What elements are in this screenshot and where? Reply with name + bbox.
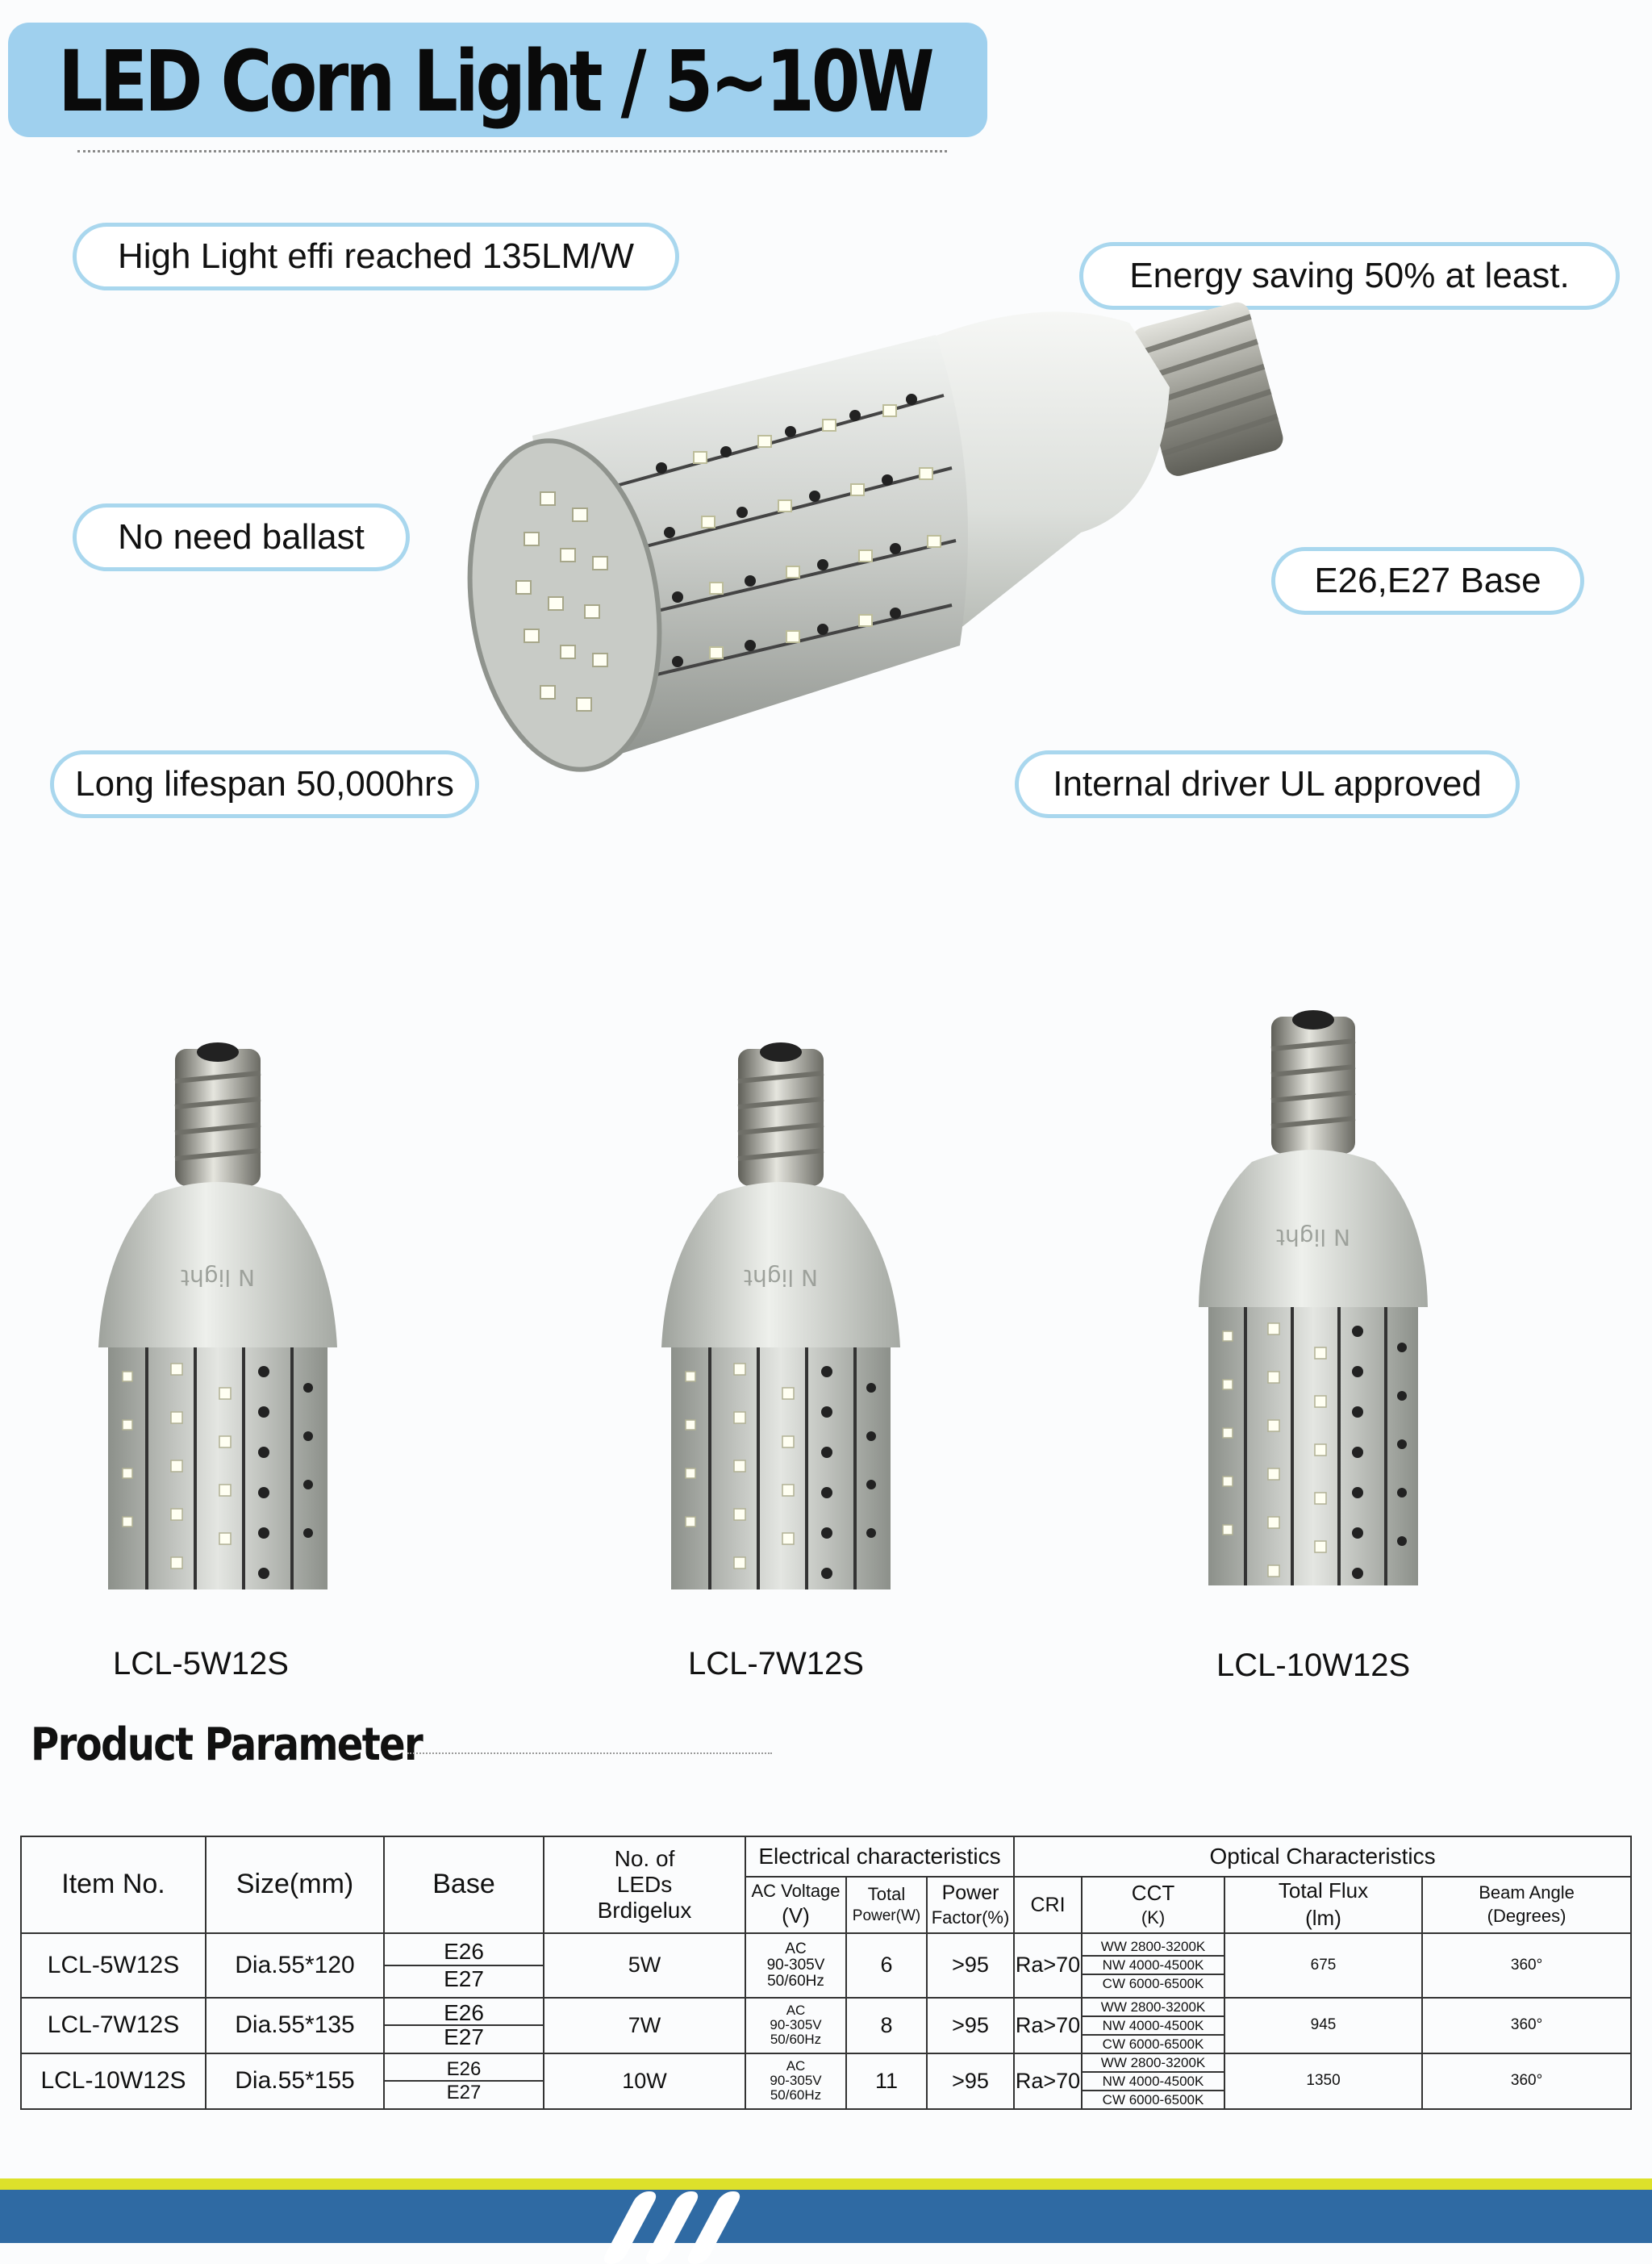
model-label-7w: LCL-7W12S: [688, 1646, 864, 1681]
section-title: Product Parameter: [31, 1719, 423, 1771]
cell-cct-cw: CW 6000-6500K: [1102, 2036, 1204, 2052]
cell-cri: Ra>70: [1014, 1933, 1082, 1998]
cell-ac-line3: 50/60Hz: [767, 1972, 824, 1990]
cell-base-e27: E27: [444, 2024, 484, 2050]
cell-ac-line3: 50/60Hz: [770, 2032, 822, 2048]
cell-cct-nw: NW 4000-4500K: [1083, 1957, 1224, 1975]
cell-ac-voltage: [745, 2053, 846, 2109]
cell-size: Dia.55*135: [206, 1998, 384, 2053]
cell-ac-line1: AC: [785, 1940, 807, 1957]
header-size: Size(mm): [206, 1836, 384, 1933]
footer-bar: [0, 2190, 1652, 2243]
cell-beam-angle: 360°: [1422, 2053, 1631, 2109]
cell-leds: 5W: [544, 1933, 745, 1998]
header-leds-line1: No. of: [614, 1845, 675, 1871]
cell-size: Dia.55*120: [206, 1933, 384, 1998]
table-row: [21, 2053, 1631, 2109]
svg-text:N light: N light: [1276, 1224, 1350, 1251]
cell-ac-line2: 90-305V: [766, 1956, 825, 1974]
header-pf-line1: Power: [941, 1882, 999, 1905]
cell-base-e27: E27: [446, 2082, 482, 2104]
cell-leds: 10W: [544, 2053, 745, 2109]
cell-ac-line3: 50/60Hz: [770, 2087, 822, 2103]
header-cri: CRI: [1014, 1877, 1082, 1933]
cell-item-no: LCL-5W12S: [21, 1933, 206, 1998]
cell-total-power: 11: [846, 2053, 927, 2109]
header-leds: [544, 1836, 745, 1933]
cell-item-no: LCL-10W12S: [21, 2053, 206, 2109]
header-ac-line1: AC Voltage: [751, 1880, 841, 1901]
cell-cct-ww: WW 2800-3200K: [1083, 1999, 1224, 2017]
feature-base: E26,E27 Base: [1271, 547, 1584, 615]
header-cct-line2: (K): [1141, 1907, 1166, 1928]
header-pf-line2: Factor(%): [931, 1907, 1010, 1928]
feature-driver: Internal driver UL approved: [1015, 750, 1520, 818]
header-leds-line3: Brdigelux: [597, 1897, 692, 1923]
cell-cct-nw: NW 4000-4500K: [1083, 2017, 1224, 2036]
header-leds-line2: LEDs: [616, 1871, 673, 1897]
cell-cri: Ra>70: [1014, 2053, 1082, 2109]
header-optical: Optical Characteristics: [1014, 1836, 1631, 1877]
cell-total-power: 8: [846, 1998, 927, 2053]
header-base: Base: [384, 1836, 544, 1933]
header-cct: [1082, 1877, 1224, 1933]
header-total-flux: [1224, 1877, 1422, 1933]
cell-total-flux: 945: [1224, 1998, 1422, 2053]
cell-ac-voltage: [745, 1933, 846, 1998]
cell-cct: [1082, 1998, 1224, 2053]
cell-ac-line1: AC: [786, 2003, 806, 2019]
cell-base: [384, 1933, 544, 1998]
header-beam-line1: Beam Angle: [1479, 1882, 1575, 1903]
header-ac-voltage: [745, 1877, 846, 1933]
cell-ac-line2: 90-305V: [770, 2017, 822, 2033]
svg-text:N light: N light: [181, 1264, 255, 1291]
header-flux-line1: Total Flux: [1278, 1878, 1369, 1903]
cell-leds: 7W: [544, 1998, 745, 2053]
hero-corn-light-image: [419, 266, 1291, 799]
product-image-10w: [1192, 1009, 1434, 1606]
cell-cct-nw: NW 4000-4500K: [1083, 2073, 1224, 2091]
cell-beam-angle: 360°: [1422, 1933, 1631, 1998]
header-ac-line2: (V): [782, 1903, 810, 1928]
cell-base-e26: E26: [385, 2002, 543, 2026]
feature-ballast: No need ballast: [73, 503, 410, 571]
cell-base-e27: E27: [444, 1965, 484, 1991]
cell-cct: [1082, 1933, 1224, 1998]
parameter-table: [20, 1836, 1632, 2110]
cell-power-factor: >95: [927, 2053, 1014, 2109]
cell-ac-voltage: [745, 1998, 846, 2053]
cell-total-flux: 675: [1224, 1933, 1422, 1998]
cell-ac-line1: AC: [786, 2058, 806, 2074]
table-row: [21, 1933, 1631, 1998]
product-image-5w: [90, 1041, 345, 1606]
cell-cct: [1082, 2053, 1224, 2109]
cell-base-e26: E26: [385, 1939, 543, 1966]
cell-ac-line2: 90-305V: [770, 2073, 822, 2089]
cell-total-power: 6: [846, 1933, 927, 1998]
header-power-line2: Power(W): [852, 1907, 921, 1924]
cell-item-no: LCL-7W12S: [21, 1998, 206, 2053]
cell-cct-ww: WW 2800-3200K: [1083, 2054, 1224, 2073]
model-label-5w: LCL-5W12S: [113, 1646, 289, 1681]
header-cct-line1: CCT: [1131, 1880, 1175, 1905]
table-row: [21, 1998, 1631, 2053]
feature-lifespan: Long lifespan 50,000hrs: [50, 750, 479, 818]
header-electrical: Electrical characteristics: [745, 1836, 1014, 1877]
svg-text:N light: N light: [744, 1264, 818, 1291]
cell-beam-angle: 360°: [1422, 1998, 1631, 2053]
cell-cri: Ra>70: [1014, 1998, 1082, 2053]
cell-power-factor: >95: [927, 1933, 1014, 1998]
header-total-power: [846, 1877, 927, 1933]
cell-base-e26: E26: [385, 2058, 543, 2082]
header-power-factor: [927, 1877, 1014, 1933]
cell-size: Dia.55*155: [206, 2053, 384, 2109]
title-divider: [77, 150, 947, 152]
cell-cct-ww: WW 2800-3200K: [1083, 1938, 1224, 1957]
cell-power-factor: >95: [927, 1998, 1014, 2053]
cell-cct-cw: CW 6000-6500K: [1102, 1976, 1204, 1992]
model-label-10w: LCL-10W12S: [1216, 1648, 1411, 1683]
header-flux-line2: (lm): [1305, 1905, 1341, 1930]
footer-accent-bar: [0, 2178, 1652, 2190]
section-divider: [407, 1752, 772, 1754]
page-title: LED Corn Light / 5~10W: [58, 32, 932, 131]
cell-base: [384, 1998, 544, 2053]
header-item-no: Item No.: [21, 1836, 206, 1933]
feature-energy: Energy saving 50% at least.: [1079, 242, 1620, 310]
product-image-7w: [653, 1041, 908, 1606]
cell-cct-cw: CW 6000-6500K: [1102, 2091, 1204, 2107]
header-power-line1: Total: [867, 1884, 906, 1905]
cell-total-flux: 1350: [1224, 2053, 1422, 2109]
feature-efficiency: High Light effi reached 135LM/W: [73, 223, 679, 290]
header-beam-line2: (Degrees): [1487, 1905, 1566, 1926]
cell-base: [384, 2053, 544, 2109]
header-beam-angle: [1422, 1877, 1631, 1933]
